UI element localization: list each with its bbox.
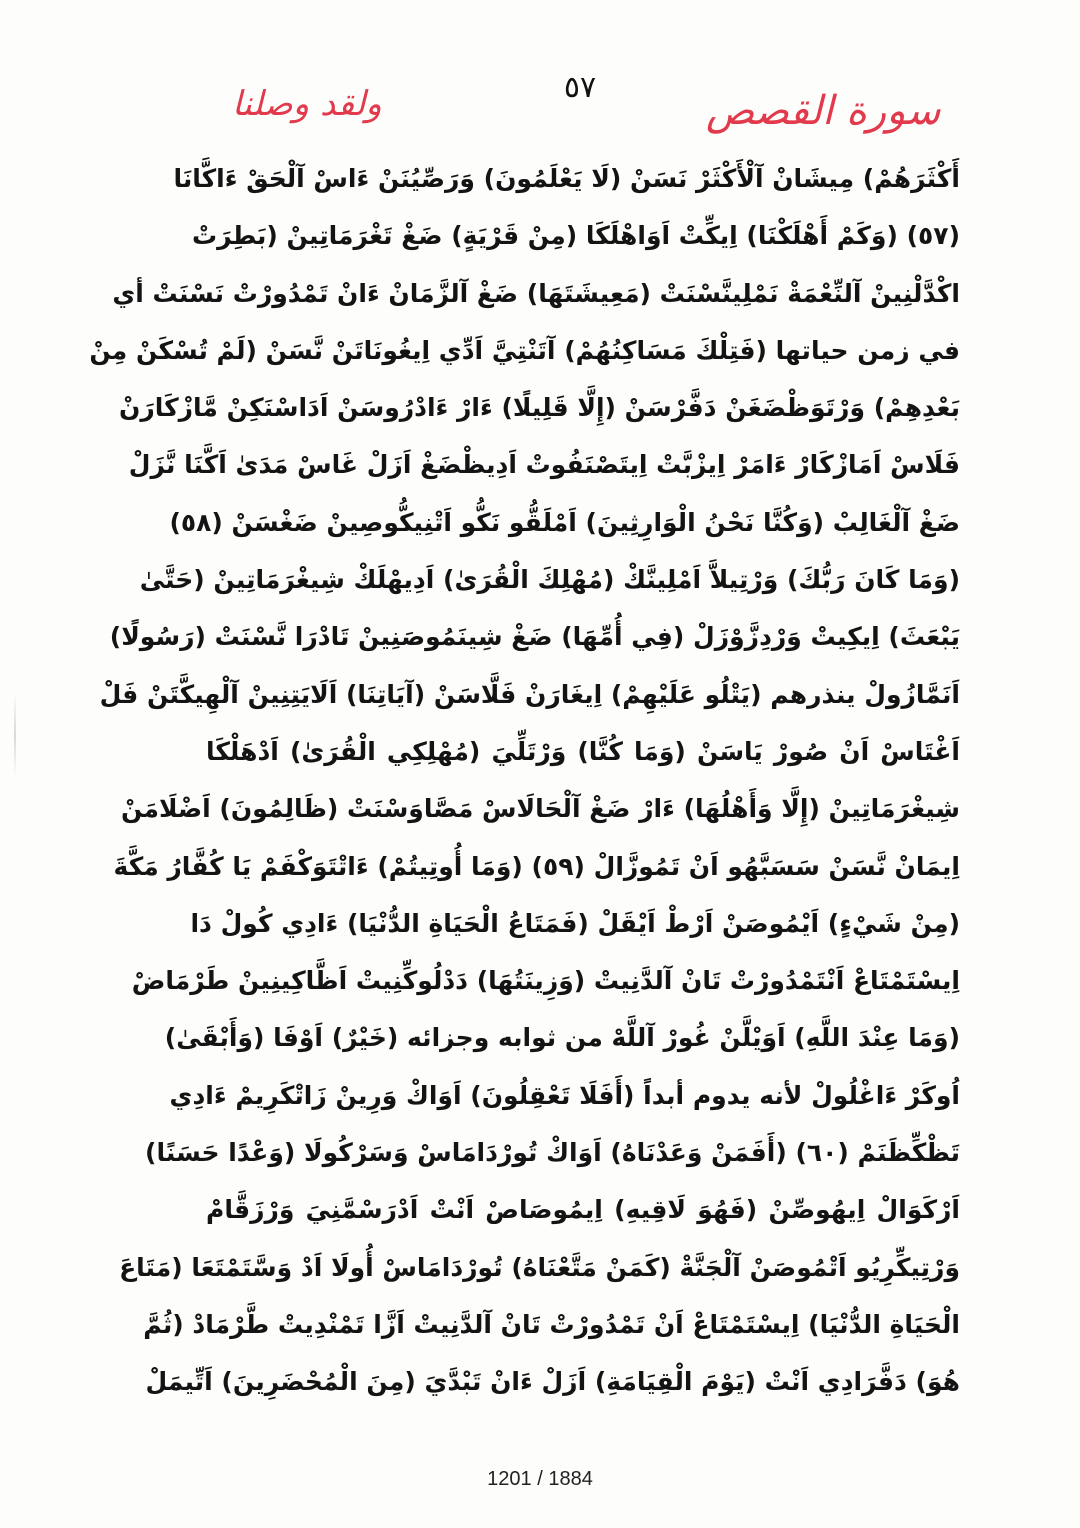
scan-edge-mark: [14, 690, 16, 780]
text-line: (٥٧) (وَكَمْ أَهْلَكْنَا) اِيكِّتْ اَوَاهْلَكَا (مِنْ قَرْيَةٍ) ضَغْ تَغْرَمَاتِينْ (بَطِرَتْ: [192, 221, 960, 251]
text-line: شِيغْرَمَاتِينْ (إِلَّا وَأَهْلُهَا) ءَارْ ضَغْ آلْحَالَاسْ مَصَّاوَسْنَتْ (ظَالِمُونَ) اَضْلَامَنْ: [121, 794, 960, 824]
text-line: أَكْثَرَهُمْ) مِيشَانْ آلْأَكْثَرْ نَسَنْ (لَا يَعْلَمُونَ) وَرَصِّيُنَنْ ءَاسْ آلْحَقْ ءَاكَّانَا: [173, 164, 960, 193]
text-line: بَعْدِهِمْ) وَرْتَوَظْضَغَنْ دَفَّرْسَنْ (إِلَّا قَلِيلًا) ءَارْ ءَادْرُوسَنْ اَدَاسْنَكِنْ مَّازْكَارَنْ: [119, 393, 960, 423]
text-line: ضَغْ آلْغَالِبْ (وَكُنَّا نَحْنُ الْوَارِثِينَ) اَمْلَقُّو نَكُّو اَتْنِيكُّوصِينْ ضَغْسَنْ (٥٨): [169, 507, 960, 537]
text-line: (مِنْ شَيْءٍ) اَيْمُوصَنْ اَرْطْ اَيْقَلْ (فَمَتَاعُ الْحَيَاةِ الدُّنْيَا) ءَادِي كُولْ دَا: [190, 908, 960, 938]
page-header: [0, 60, 1080, 150]
text-line: اِيمَانْ نَّسَنْ سَسَبَّهُو اَنْ تَمُوزَّالْ (٥٩) (وَمَا أُوتِيتُمْ) ءَاتْتَوَكْفَمْ يَا كُفَّارُ مَكَّةَ: [113, 851, 960, 881]
text-line: اكْدَّلْنِينْ آلنِّعْمَةْ نَمْلِينَّسْنَتْ (مَعِيشَتَهَا) ضَغْ آلزَّمَانْ ءَانْ تَمْدُورْتْ نَسْنَتْ أي: [112, 278, 960, 308]
text-line: وَرْتِيكِّرِيُو اَتْمُوصَنْ آلْجَنَّةْ (كَمَنْ مَتَّعْنَاهُ) تُورْدَامَاسْ أُولَا اَدْ وَسَّتَمْتَعَا (مَتَاعَ: [119, 1252, 960, 1282]
text-line: (وَمَا كَانَ رَبُّكَ) وَرْتِيلاَّ اَمْلِينَّكْ (مُهْلِكَ الْقُرَىٰ) اَدِيهْلَكْ شِيغْرَمَاتِينْ (حَتَّىٰ: [139, 565, 960, 595]
text-line: تَظْكِّظَنَمْ (٦٠) (أَفَمَنْ وَعَدْنَاهُ) اَوَاكْ تُورْدَامَاسْ وَسَرْكُولَا (وَعْدًا حَسَنًا): [145, 1138, 960, 1168]
text-line: فَلَاسْ اَمَازْكَارْ ءَامَرْ اِيزْبَّتْ اِيتَصْنَفُوتْ اَدِيظْضَغْ اَزَلْ غَاسْ مَدَىٰ اَكَّنَا نَّزَلْ: [128, 450, 960, 480]
text-line: الْحَيَاةِ الدُّنْيَا) اِيسْتَمْتَاعْ اَنْ تَمْدُورْتْ تَانْ آلدَّنِيتْ اَزَّا تَمْنْدِيتْ طَّرْمَادْ (ثُمَّ: [143, 1309, 960, 1339]
handwritten-note-left: ولقد وصلنا: [232, 84, 382, 124]
page-counter: 1201 / 1884: [487, 1468, 593, 1490]
text-line: (وَمَا عِنْدَ اللَّهِ) اَوَيْلَّنْ غُورْ آللَّهْ من ثوابه وجزائه (خَيْرٌ) اَوْفَا (وَأَبْقَىٰ): [164, 1023, 960, 1053]
text-line: هُوَ) دَفَّرَادِي اَنْتْ (يَوْمَ الْقِيَامَةِ) اَزَلْ ءَانْ تَبْدَّيَ (مِنَ الْمُحْضَرِينَ) اَتِّيمَلْ: [145, 1367, 960, 1397]
page-number: ٥٧: [563, 70, 597, 105]
body-text: [89, 150, 960, 1411]
text-line: اَرْكَوَالْ اِيهُوصِّنْ (فَهُوَ لَاقِيهِ) اِيمُوصَاصْ اَنْتْ اَدْرَسْمَّنِيَ وَرْزَقَّامْ: [206, 1195, 960, 1225]
text-line: اُوكَرْ ءَاغْلُولْ لأنه يدوم أبداً (أَفَلَا تَعْقِلُونَ) اَوَاكْ وَرِينْ زَاتْكَرِيمْ ءَادِي: [169, 1080, 960, 1110]
text-line: يَبْعَثَ) اِيكِيتْ وَرْدِزَّوْزَلْ (فِي أُمِّهَا) ضَغْ شِينَمُوصَنِينْ تَادْرَا نَّسْنَتْ (رَسُولًا): [109, 622, 960, 652]
handwritten-surah-title: سورة القصص: [706, 88, 941, 134]
text-line: اَنَمَّازُولْ ينذرهم (يَتْلُو عَلَيْهِمْ) اِيغَارَنْ فَلَّاسَنْ (آيَاتِنَا) اَلَايَتِنِينْ آلْهِيكَّتَنْ فَلْ: [99, 679, 960, 709]
text-line: في زمن حياتها (فَتِلْكَ مَسَاكِنُهُمْ) آتَنْتِيَّ اَدِّي اِيغُونَاتَنْ نَّسَنْ (لَمْ تُسْكَنْ مِنْ: [89, 335, 960, 365]
text-line: اِيسْتَمْتَاعْ اَنْتَمْدُورْتْ تَانْ آلدَّنِيتْ (وَزِينَتُهَا) دَدْلُوكِّنِيتْ اَظَّاكِينِينْ طَرْمَاضْ: [131, 966, 960, 996]
text-line: اَغْتَاسْ اَنْ صُورْ يَاسَنْ (وَمَا كُنَّا) وَرْتَلِّيَ (مُهْلِكِي الْقُرَىٰ) اَدْهَلْكَا: [206, 736, 960, 766]
